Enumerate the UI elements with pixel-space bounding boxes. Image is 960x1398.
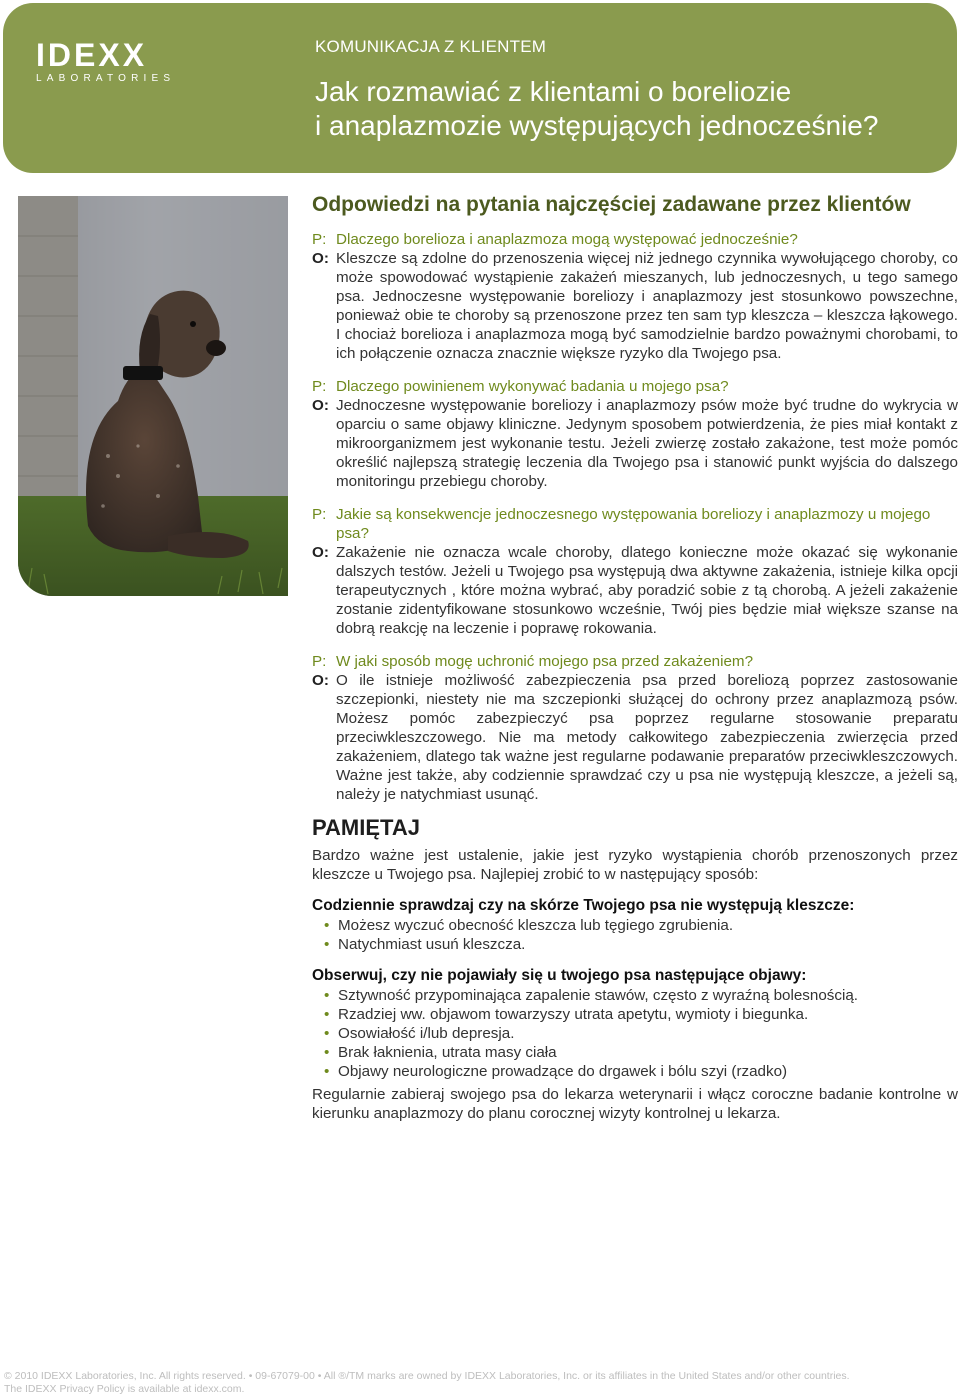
- question-text: Jakie są konsekwencje jednoczesnego występowania boreliozy i anaplazmozy u mojego psa?: [336, 506, 931, 542]
- privacy-line: The IDEXX Privacy Policy is available at idexx.com.: [4, 1383, 245, 1395]
- answer: [312, 671, 958, 804]
- answer: [312, 543, 958, 638]
- faq-heading: Odpowiedzi na pytania najczęściej zadawane przez klientów: [312, 193, 911, 216]
- answer-text: Jednoczesne występowanie boreliozy i anaplazmozy psów może być trudne do wykrycia w oparciu o same objawy kliniczne. Jedynym sposobem potwierdzenia, że pies miał kontakt z mikroorganizmem jest wykonanie testu. Jeżeli zwierzę zostało zakażone, test może pomóc określić najlepszą strategię leczenia dla Twojego psa i stanowić punkt wyjścia do dalszego monitoringu przebiegu choroby.: [336, 397, 958, 490]
- idexx-logo[interactable]: [36, 39, 176, 84]
- question: [312, 505, 958, 543]
- title-line-2: i anaplazmozie występujących jednocześnie?: [315, 110, 879, 141]
- list-item: • Rzadziej ww. objawom towarzyszy utrata apetytu, wymioty i biegunka.: [338, 1005, 958, 1024]
- dog-photo: [18, 196, 288, 596]
- answer-label: O:: [312, 250, 329, 267]
- copyright-line: © 2010 IDEXX Laboratories, Inc. All rights reserved. • 09-67079-00 • All ®/TM marks are owned by IDEXX Laboratories, Inc. or its affiliates in the United States and/or other countries.: [4, 1370, 850, 1382]
- answer-text: Zakażenie nie oznacza wcale choroby, dlatego konieczne może okazać się wykonanie dalszych testów. Jeżeli u Twojego psa występują dwa aktywne zakażenia, istnieje kilka opcji terapeutycznych , które można wybrać, aby poradzić sobie z tą chorobą. A jeżeli zakażenie zostanie zidentyfikowane stosunkowo wcześnie, Twój pies będzie miał większe szanse na dobrą reakcję na leczenie i poprawę rokowania.: [336, 544, 958, 637]
- question-label: P:: [312, 231, 327, 248]
- remember-section: [312, 814, 958, 1123]
- symptoms-list: [312, 986, 958, 1081]
- qa-item: [312, 505, 958, 638]
- logo-subtitle: LABORATORIES: [36, 73, 176, 84]
- remember-intro: Bardzo ważne jest ustalenie, jakie jest ryzyko wystąpienia chorób przenoszonych przez kleszcze u Twojego psa. Najlepiej zrobić to w następujący sposób:: [312, 847, 958, 883]
- list-item: • Natychmiast usuń kleszcza.: [338, 935, 958, 954]
- question: [312, 377, 958, 396]
- list-item: • Objawy neurologiczne prowadzące do drgawek i bólu szyi (rzadko): [338, 1062, 958, 1081]
- logo-wordmark: IDEXX: [36, 37, 148, 73]
- watch-heading: Obserwuj, czy nie pojawiały się u twojego psa następujące objawy:: [312, 967, 807, 984]
- question-label: P:: [312, 653, 327, 670]
- qa-item: [312, 230, 958, 363]
- dog-illustration: [18, 196, 288, 596]
- remember-heading: PAMIĘTAJ: [312, 815, 420, 840]
- check-heading: Codziennie sprawdzaj czy na skórze Twojego psa nie występują kleszcze:: [312, 897, 855, 914]
- check-list: [312, 916, 958, 954]
- answer-label: O:: [312, 672, 329, 689]
- header-banner: [3, 3, 957, 173]
- title-line-1: Jak rozmawiać z klientami o boreliozie: [315, 76, 792, 107]
- page-title: [315, 75, 878, 143]
- list-item: • Brak łaknienia, utrata masy ciała: [338, 1043, 958, 1062]
- qa-item: [312, 377, 958, 491]
- footer: [4, 1370, 954, 1396]
- answer-label: O:: [312, 544, 329, 561]
- question: [312, 230, 958, 249]
- main-content: [312, 190, 958, 1123]
- question-label: P:: [312, 378, 327, 395]
- list-item: • Osowiałość i/lub depresja.: [338, 1024, 958, 1043]
- question-label: P:: [312, 506, 327, 523]
- section-kicker: KOMUNIKACJA Z KLIENTEM: [315, 37, 547, 56]
- answer-label: O:: [312, 397, 329, 414]
- list-item: • Możesz wyczuć obecność kleszcza lub tęgiego zgrubienia.: [338, 916, 958, 935]
- answer-text: O ile istnieje możliwość zabezpieczenia psa przed boreliozą poprzez zastosowanie szczepionki, niestety nie ma szczepionki służącej do ochrony przez anaplazmozą psów. Możesz pomóc zabezpieczyć psa poprzez regularne stosowanie preparatu przeciwkleszczowego. Nie ma metody całkowitego zabezpieczenia zwierzęcia przed zakażeniem, dlatego tak ważne jest regularne podawanie preparatów przeciwkleszczowych. Ważne jest także, aby codziennie sprawdzać czy u psa nie występują kleszcze, a jeżeli są, należy je natychmiast usunąć.: [336, 672, 958, 803]
- question-text: W jaki sposób mogę uchronić mojego psa przed zakażeniem?: [336, 653, 754, 670]
- answer-text: Kleszcze są zdolne do przenoszenia więcej niż jednego czynnika wywołującego choroby, co może spowodować wystąpienie zakażeń mieszanych, lub jednoczesnych, u tego samego psa. Jednoczesne występowanie boreliozy i anaplazmozy jest stosunkowo powszechne, ponieważ obie te choroby są przenoszone przez ten sam typ kleszcza – kleszcza łąkowego. I chociaż borelioza i anaplazmoza mogą być samodzielnie bardzo poważnymi chorobami, to ich połączenie oznacza znacznie większe ryzyko dla Twojego psa.: [336, 250, 958, 362]
- answer: [312, 396, 958, 491]
- question-text: Dlaczego powinienem wykonywać badania u mojego psa?: [336, 378, 729, 395]
- question-text: Dlaczego borelioza i anaplazmoza mogą występować jednocześnie?: [336, 231, 798, 248]
- question: [312, 652, 958, 671]
- closing-paragraph: Regularnie zabieraj swojego psa do lekarza weterynarii i włącz coroczne badanie kontrolne w kierunku anaplazmozy do planu corocznej wizyty kontrolnej u lekarza.: [312, 1086, 958, 1122]
- list-item: • Sztywność przypominająca zapalenie stawów, często z wyraźną bolesnością.: [338, 986, 958, 1005]
- qa-item: [312, 652, 958, 804]
- answer: [312, 249, 958, 363]
